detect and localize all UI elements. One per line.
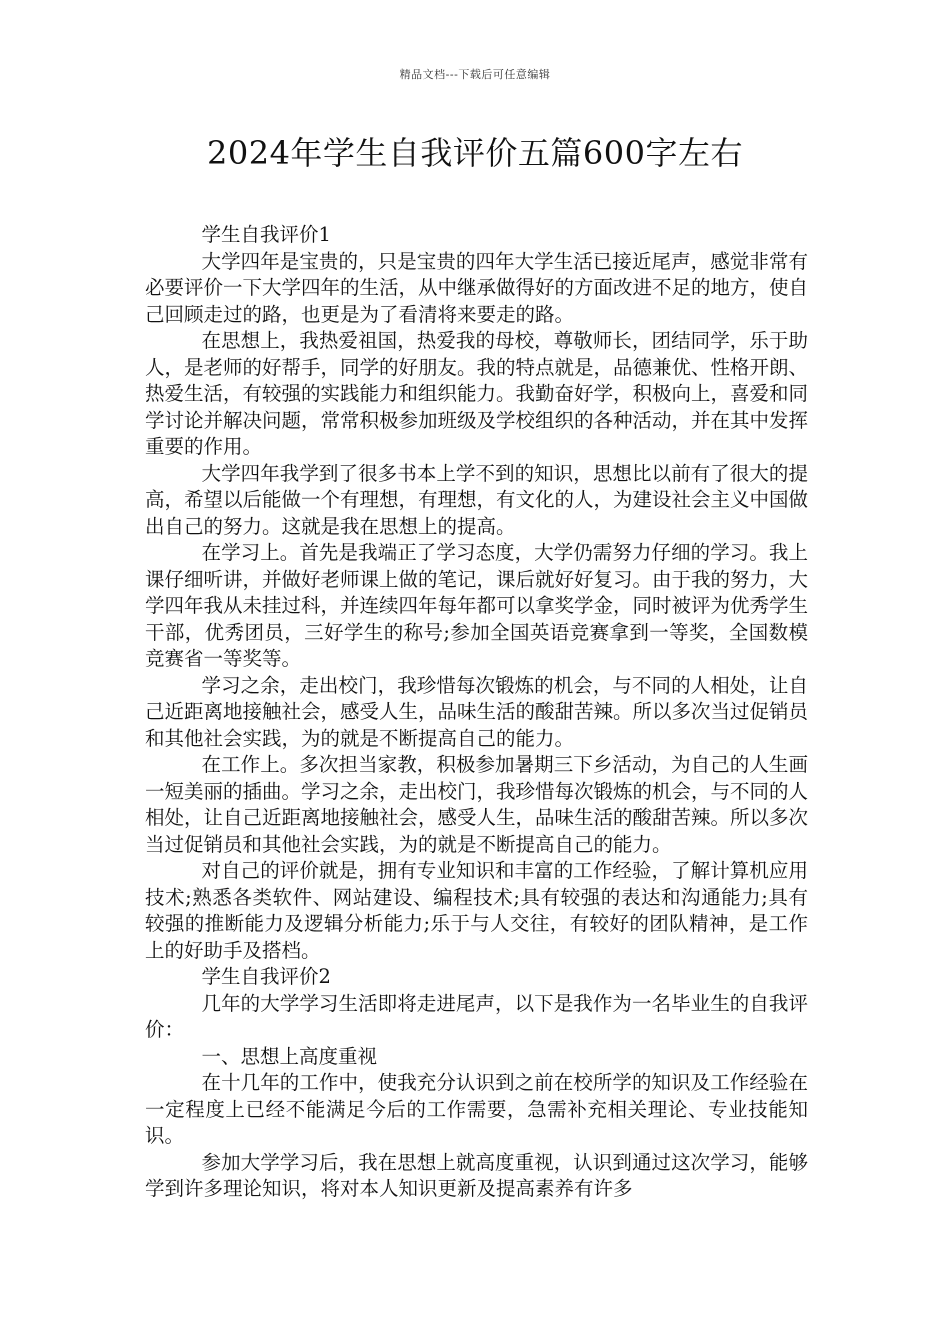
paragraph: 在思想上，我热爱祖国，热爱我的母校，尊敬师长，团结同学，乐于助人，是老师的好帮手，同学的好朋友。我的特点就是，品德兼优、性格开朗、热爱生活，有较强的实践能力和组织能力。我勤奋好学，积极向上，喜爱和同学讨论并解决问题，常常积极参加班级及学校组织的各种活动，并在其中发挥重要的作用。 — [145, 329, 809, 458]
paragraph: 几年的大学学习生活即将走进尾声，以下是我作为一名毕业生的自我评价： — [145, 991, 808, 1041]
paragraph: 对自己的评价就是，拥有专业知识和丰富的工作经验，了解计算机应用技术;熟悉各类软件、网站建设、编程技术;具有较强的表达和沟通能力;具有较强的推断能力及逻辑分析能力;乐于与人交往，有较好的团队精神，是工作上的好助手及搭档。 — [145, 859, 808, 962]
subheading: 一、思想上高度重视 — [201, 1044, 378, 1068]
section-heading-2: 学生自我评价2 — [201, 965, 331, 988]
paragraph: 参加大学学习后，我在思想上就高度重视，认识到通过这次学习，能够学到许多理论知识，将对本人知识更新及提高素养有许多 — [145, 1150, 808, 1200]
paragraph: 大学四年我学到了很多书本上学不到的知识，思想比以前有了很大的提高，希望以后能做一个有理想，有理想，有文化的人，为建设社会主义中国做出自己的努力。这就是我在思想上的提高。 — [145, 461, 809, 538]
document-body — [145, 222, 808, 1203]
paragraph: 在工作上。多次担当家教，积极参加暑期三下乡活动，为自己的人生画一短美丽的插曲。学习之余，走出校门，我珍惜每次锻炼的机会，与不同的人相处，让自己近距离地接触社会，感受人生，品味生活的酸甜苦辣。所以多次当过促销员和其他社会实践，为的就是不断提高自己的能力。 — [145, 753, 809, 856]
paragraph: 在学习上。首先是我端正了学习态度，大学仍需努力仔细的学习。我上课仔细听讲，并做好老师课上做的笔记，课后就好好复习。由于我的努力，大学四年我从未挂过科，并连续四年每年都可以拿奖学金，同时被评为优秀学生干部，优秀团员，三好学生的称号;参加全国英语竞赛拿到一等奖，全国数模竞赛省一等奖等。 — [145, 541, 809, 670]
paragraph: 大学四年是宝贵的，只是宝贵的四年大学生活已接近尾声，感觉非常有必要评价一下大学四年的生活，从中继承做得好的方面改进不足的地方，使自己回顾走过的路，也更是为了看清将来要走的路。 — [145, 249, 809, 326]
page-header: 精品文档---下载后可任意编辑 — [399, 68, 551, 81]
section-heading-1: 学生自我评价1 — [201, 223, 331, 246]
paragraph: 在十几年的工作中，使我充分认识到之前在校所学的知识及工作经验在一定程度上已经不能满足今后的工作需要，急需补充相关理论、专业技能知识。 — [145, 1071, 808, 1147]
paragraph: 学习之余，走出校门，我珍惜每次锻炼的机会，与不同的人相处，让自己近距离地接触社会，感受人生，品味生活的酸甜苦辣。所以多次当过促销员和其他社会实践，为的就是不断提高自己的能力。 — [145, 673, 809, 750]
document-title: 2024年学生自我评价五篇600字左右 — [206, 134, 744, 172]
